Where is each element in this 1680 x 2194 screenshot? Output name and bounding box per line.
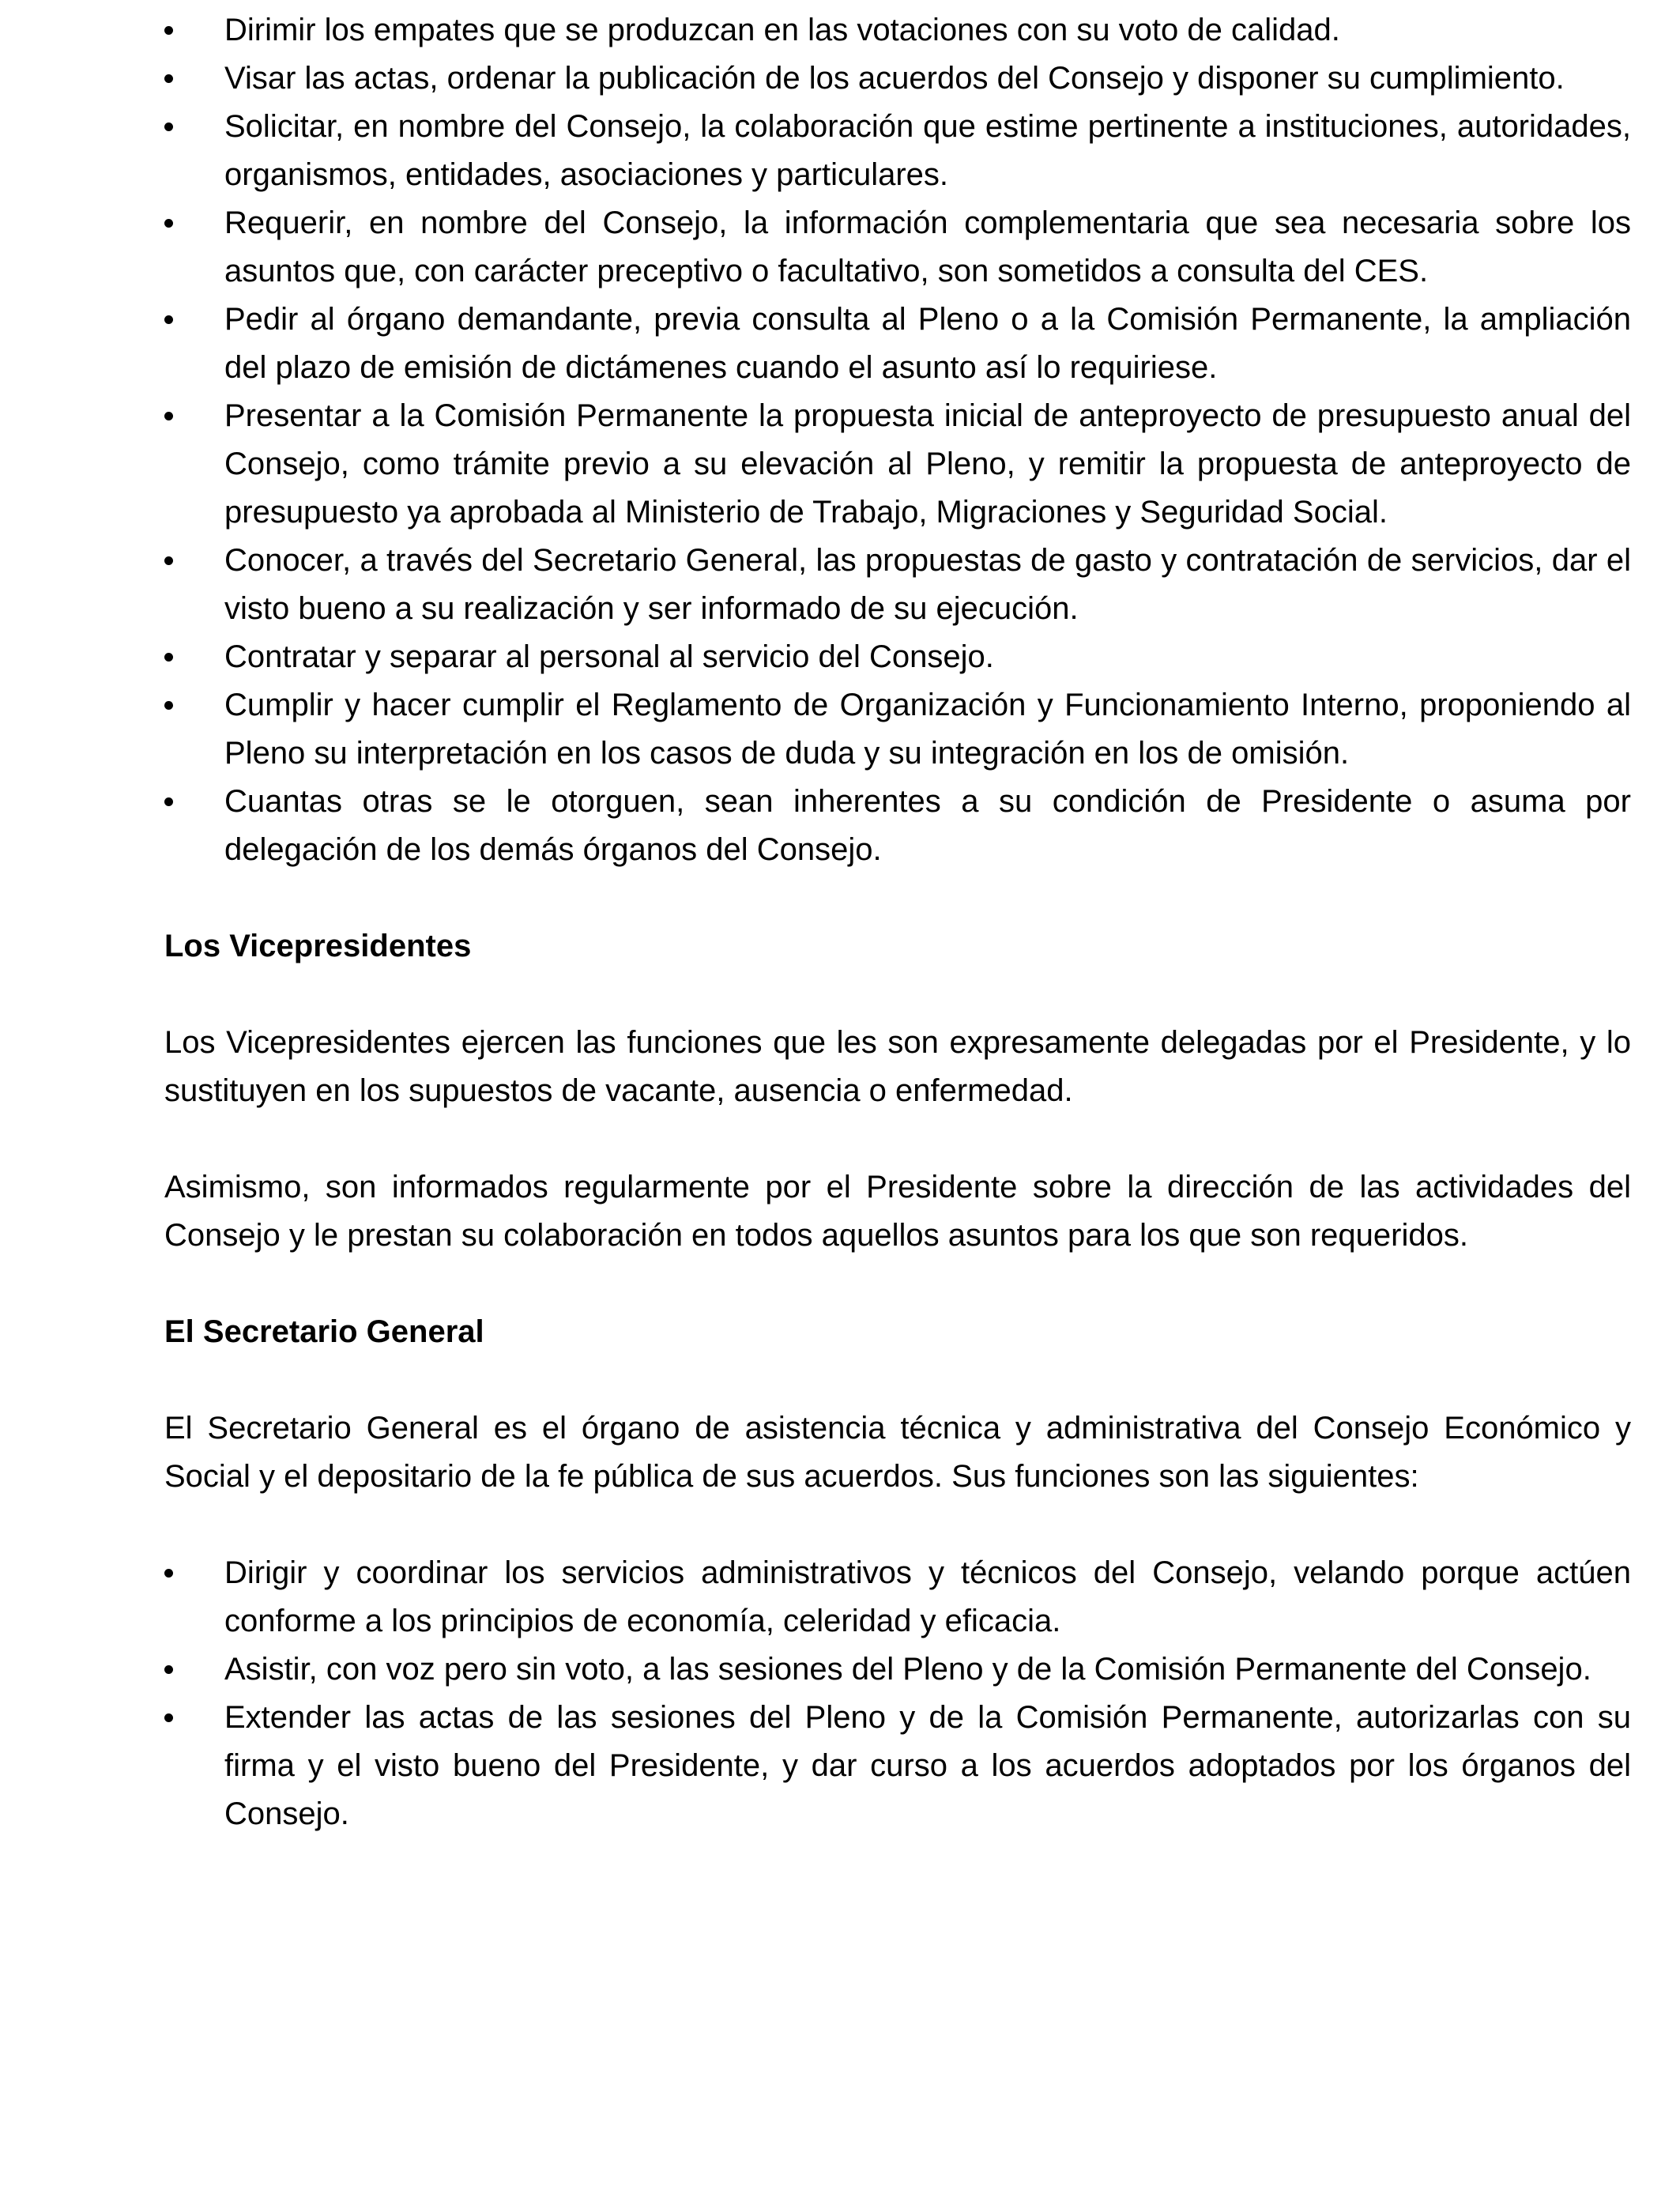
bullet-icon xyxy=(164,556,173,565)
list-item-text: Asistir, con voz pero sin voto, a las sesiones del Pleno y de la Comisión Permanente del Consejo. xyxy=(224,1652,1591,1687)
bullet-icon xyxy=(164,412,173,420)
list-item-text: Solicitar, en nombre del Consejo, la colaboración que estime pertinente a instituciones, autoridades, organismos, entidades, asociaciones y particulares. xyxy=(224,109,1631,192)
section-heading-vicepresidentes: Los Vicepresidentes xyxy=(164,929,472,963)
list-item xyxy=(164,296,1631,392)
spacer xyxy=(164,1501,1631,1549)
bullet-icon xyxy=(164,701,173,710)
list-item-text: Presentar a la Comisión Permanente la propuesta inicial de anteproyecto de presupuesto anual del Consejo, como trámite previo a su elevación al Pleno, y remitir la propuesta de anteproyecto de presupuesto ya aprobada al Ministerio de Trabajo, Migraciones y Seguridad Social. xyxy=(224,398,1631,530)
paragraph: Los Vicepresidentes ejercen las funciones que les son expresamente delegadas por el Presidente, y lo sustituyen en los supuestos de vacante, ausencia o enfermedad. xyxy=(164,1025,1631,1108)
paragraph: El Secretario General es el órgano de asistencia técnica y administrativa del Consejo Económico y Social y el depositario de la fe pública de sus acuerdos. Sus funciones son las siguientes: xyxy=(164,1411,1631,1494)
document-body xyxy=(164,6,1631,1838)
list-item-text: Pedir al órgano demandante, previa consulta al Pleno o a la Comisión Permanente, la ampliación del plazo de emisión de dictámenes cuando el asunto así lo requiriese. xyxy=(224,302,1631,385)
list-item-text: Conocer, a través del Secretario General, las propuestas de gasto y contratación de servicios, dar el visto bueno a su realización y ser informado de su ejecución. xyxy=(224,543,1631,626)
list-item-text: Dirimir los empates que se produzcan en las votaciones con su voto de calidad. xyxy=(224,13,1340,47)
list-item xyxy=(164,55,1631,103)
bullet-icon xyxy=(164,123,173,131)
spacer xyxy=(164,971,1631,1019)
list-item xyxy=(164,392,1631,537)
bullet-icon xyxy=(164,797,173,806)
spacer xyxy=(164,1356,1631,1404)
president-functions-list xyxy=(164,6,1631,874)
bullet-icon xyxy=(164,1713,173,1722)
list-item xyxy=(164,681,1631,778)
spacer xyxy=(164,1260,1631,1308)
list-item xyxy=(164,633,1631,681)
bullet-icon xyxy=(164,315,173,324)
list-item xyxy=(164,537,1631,633)
list-item xyxy=(164,103,1631,199)
list-item xyxy=(164,6,1631,55)
bullet-icon xyxy=(164,26,173,35)
list-item-text: Cuantas otras se le otorguen, sean inherentes a su condición de Presidente o asuma por delegación de los demás órganos del Consejo. xyxy=(224,784,1631,867)
bullet-icon xyxy=(164,74,173,83)
spacer xyxy=(164,874,1631,922)
bullet-icon xyxy=(164,1665,173,1674)
section-heading-secretario-general: El Secretario General xyxy=(164,1314,484,1349)
paragraph: Asimismo, son informados regularmente por el Presidente sobre la dirección de las actividades del Consejo y le prestan su colaboración en todos aquellos asuntos para los que son requeridos. xyxy=(164,1170,1631,1253)
list-item-text: Cumplir y hacer cumplir el Reglamento de Organización y Funcionamiento Interno, proponiendo al Pleno su interpretación en los casos de duda y su integración en los de omisión. xyxy=(224,688,1631,771)
list-item xyxy=(164,1646,1631,1694)
list-item-text: Visar las actas, ordenar la publicación de los acuerdos del Consejo y disponer su cumplimiento. xyxy=(224,61,1565,96)
list-item xyxy=(164,1549,1631,1646)
list-item-text: Requerir, en nombre del Consejo, la información complementaria que sea necesaria sobre los asuntos que, con carácter preceptivo o facultativo, son sometidos a consulta del CES. xyxy=(224,205,1631,288)
list-item-text: Contratar y separar al personal al servicio del Consejo. xyxy=(224,639,994,674)
secretario-functions-list xyxy=(164,1549,1631,1838)
list-item-text: Extender las actas de las sesiones del Pleno y de la Comisión Permanente, autorizarlas con su firma y el visto bueno del Presidente, y dar curso a los acuerdos adoptados por los órganos del Consejo. xyxy=(224,1700,1631,1831)
bullet-icon xyxy=(164,653,173,662)
bullet-icon xyxy=(164,1569,173,1578)
list-item-text: Dirigir y coordinar los servicios administrativos y técnicos del Consejo, velando porque actúen conforme a los principios de economía, celeridad y eficacia. xyxy=(224,1555,1631,1638)
list-item xyxy=(164,778,1631,874)
bullet-icon xyxy=(164,219,173,228)
list-item xyxy=(164,1694,1631,1838)
spacer xyxy=(164,1115,1631,1163)
list-item xyxy=(164,199,1631,296)
